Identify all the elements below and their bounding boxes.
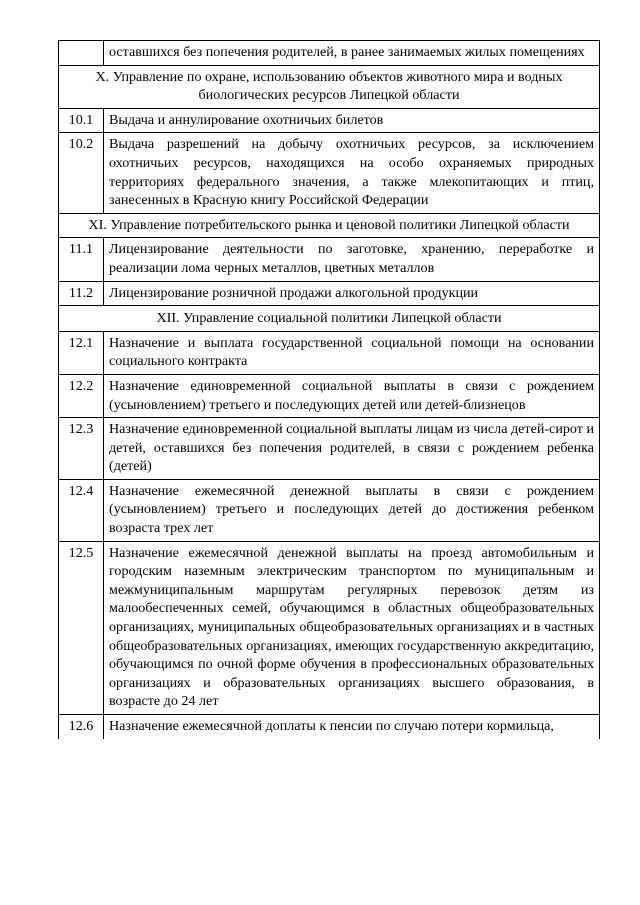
table-row [59, 331, 600, 374]
section-header-row [59, 306, 600, 332]
row-text: Назначение и выплата государственной социальной помощи на основании социального контракта [104, 331, 600, 374]
row-text: Выдача и аннулирование охотничьих билетов [104, 108, 600, 133]
row-number [59, 41, 104, 66]
table-row [59, 418, 600, 480]
services-table [58, 40, 600, 739]
table-row [59, 41, 600, 66]
row-number: 11.1 [59, 238, 104, 281]
row-number: 10.2 [59, 133, 104, 213]
row-number: 12.3 [59, 418, 104, 480]
table-row [59, 108, 600, 133]
row-text: Назначение единовременной социальной выплаты в связи с рождением (усыновлением) третьего и последующих детей или детей-близнецов [104, 374, 600, 417]
table-row [59, 541, 600, 714]
table-row [59, 238, 600, 281]
document-page [58, 40, 600, 739]
table-row [59, 281, 600, 306]
row-number: 12.4 [59, 479, 104, 541]
section-title: X. Управление по охране, использованию объектов животного мира и водных биологических ресурсов Липецкой области [59, 65, 600, 108]
row-text: Лицензирование деятельности по заготовке, хранению, переработке и реализации лома черных металлов, цветных металлов [104, 238, 600, 281]
row-number: 12.6 [59, 715, 104, 739]
row-number: 11.2 [59, 281, 104, 306]
row-text: Назначение ежемесячной доплаты к пенсии по случаю потери кормильца, [104, 715, 600, 739]
row-number: 12.1 [59, 331, 104, 374]
table-row [59, 715, 600, 739]
section-title: XII. Управление социальной политики Липецкой области [59, 306, 600, 332]
table-row [59, 479, 600, 541]
section-header-row [59, 65, 600, 108]
section-header-row [59, 213, 600, 238]
row-text: Выдача разрешений на добычу охотничьих ресурсов, за исключением охотничьих ресурсов, находящихся на особо охраняемых природных территориях федерального значения, а также млекопитающих и птиц, занесенных в Красную книгу Российской Федерации [104, 133, 600, 213]
row-number: 12.5 [59, 541, 104, 714]
row-number: 10.1 [59, 108, 104, 133]
row-number: 12.2 [59, 374, 104, 417]
section-title: XI. Управление потребительского рынка и ценовой политики Липецкой области [59, 213, 600, 238]
row-text: Назначение единовременной социальной выплаты лицам из числа детей-сирот и детей, оставшихся без попечения родителей, в связи с рождением ребенка (детей) [104, 418, 600, 480]
row-text: Лицензирование розничной продажи алкогольной продукции [104, 281, 600, 306]
table-row [59, 133, 600, 213]
row-text: оставшихся без попечения родителей, в ранее занимаемых жилых помещениях [104, 41, 600, 66]
row-text: Назначение ежемесячной денежной выплаты в связи с рождением (усыновлением) третьего и последующих детей до достижения ребенком возраста трех лет [104, 479, 600, 541]
table-row [59, 374, 600, 417]
row-text: Назначение ежемесячной денежной выплаты на проезд автомобильным и городским наземным электрическим транспортом по муниципальным и межмуниципальным маршрутам регулярных перевозок детям из малообеспеченных семей, обучающимся в областных общеобразовательных организациях, муниципальных общеобразовательных организациях и в частных общеобразовательных организациях, имеющих государственную аккредитацию, обучающимся по очной форме обучения в профессиональных образовательных организациях и образовательных организациях высшего образования, в возрасте до 24 лет [104, 541, 600, 714]
